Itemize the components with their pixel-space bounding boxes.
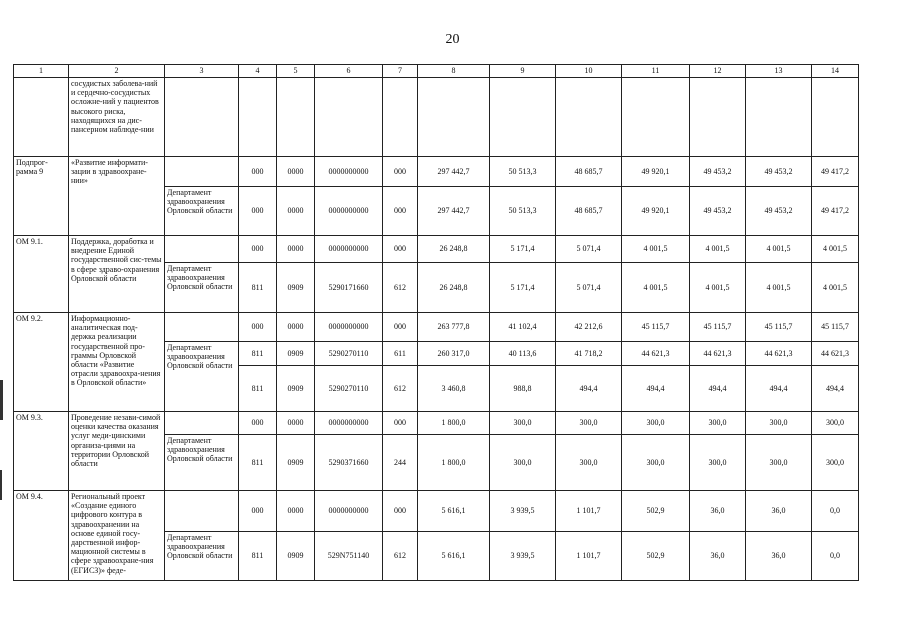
value-cell: 0000 [277, 236, 315, 263]
value-cell: 1 101,7 [556, 532, 622, 581]
value-cell: 49 920,1 [622, 187, 690, 236]
value-cell: 988,8 [490, 366, 556, 412]
column-header: 10 [556, 65, 622, 78]
value-cell: 5 616,1 [418, 491, 490, 532]
value-cell: 0000000000 [315, 157, 383, 187]
value-cell: 48 685,7 [556, 187, 622, 236]
value-cell: 3 460,8 [418, 366, 490, 412]
dept-cell [165, 157, 239, 187]
value-cell: 40 113,6 [490, 342, 556, 366]
value-cell: 4 001,5 [622, 263, 690, 313]
value-cell: 45 115,7 [690, 313, 746, 342]
scan-artifact [0, 470, 2, 500]
value-cell: 36,0 [690, 491, 746, 532]
scan-artifact [0, 380, 3, 420]
value-cell: 48 685,7 [556, 157, 622, 187]
table-row [14, 412, 859, 435]
dept-cell: Департамент здравоохранения Орловской области [165, 435, 239, 491]
value-cell: 297 442,7 [418, 187, 490, 236]
value-cell: 4 001,5 [690, 263, 746, 313]
value-cell: 000 [383, 491, 418, 532]
column-header: 4 [239, 65, 277, 78]
value-cell: 44 621,3 [746, 342, 812, 366]
table-row [14, 78, 859, 157]
name-cell: Региональный проект «Создание единого цифрового контура в здравоохранении на основе единой госу-дарственной инфор-мационной системы в сфере здравоохране-ния (ЕГИСЗ)» феде- [69, 491, 165, 581]
name-cell: «Развитие информати-зации в здравоохране-нии» [69, 157, 165, 236]
value-cell: 5290270110 [315, 342, 383, 366]
value-cell: 5290171660 [315, 263, 383, 313]
value-cell: 3 939,5 [490, 532, 556, 581]
value-cell: 300,0 [746, 412, 812, 435]
dept-cell: Департамент здравоохранения Орловской области [165, 187, 239, 236]
value-cell: 300,0 [690, 412, 746, 435]
value-cell: 000 [239, 412, 277, 435]
value-cell: 494,4 [690, 366, 746, 412]
header-row [14, 65, 859, 78]
value-cell: 36,0 [690, 532, 746, 581]
value-cell: 5 071,4 [556, 236, 622, 263]
value-cell: 000 [383, 236, 418, 263]
value-cell: 0000000000 [315, 491, 383, 532]
value-cell: 000 [239, 236, 277, 263]
value-cell: 0000 [277, 313, 315, 342]
dept-cell: Департамент здравоохранения Орловской области [165, 342, 239, 412]
value-cell: 0909 [277, 263, 315, 313]
value-cell: 49 920,1 [622, 157, 690, 187]
value-cell: 49 453,2 [690, 187, 746, 236]
value-cell: 44 621,3 [622, 342, 690, 366]
value-cell: 5290371660 [315, 435, 383, 491]
value-cell: 300,0 [490, 435, 556, 491]
value-cell: 36,0 [746, 491, 812, 532]
name-cell: Проведение незави-симой оценки качества оказания услуг меди-цинскими организа-циями на территории Орловской области [69, 412, 165, 491]
value-cell: 612 [383, 263, 418, 313]
value-cell: 4 001,5 [746, 263, 812, 313]
value-cell: 26 248,8 [418, 263, 490, 313]
code-cell [14, 78, 69, 157]
column-header: 13 [746, 65, 812, 78]
column-header: 6 [315, 65, 383, 78]
column-header: 8 [418, 65, 490, 78]
value-cell: 0000000000 [315, 236, 383, 263]
value-cell: 5 171,4 [490, 236, 556, 263]
value-cell: 42 212,6 [556, 313, 622, 342]
value-cell: 0000 [277, 491, 315, 532]
value-cell: 5 171,4 [490, 263, 556, 313]
value-cell: 0,0 [812, 491, 859, 532]
code-cell: ОМ 9.1. [14, 236, 69, 313]
value-cell: 244 [383, 435, 418, 491]
value-cell: 49 453,2 [746, 187, 812, 236]
table-row [14, 157, 859, 187]
value-cell: 41 102,4 [490, 313, 556, 342]
column-header: 14 [812, 65, 859, 78]
value-cell: 1 800,0 [418, 412, 490, 435]
value-cell: 000 [383, 412, 418, 435]
column-header: 5 [277, 65, 315, 78]
dept-cell [165, 412, 239, 435]
value-cell: 502,9 [622, 532, 690, 581]
column-header: 7 [383, 65, 418, 78]
value-cell: 4 001,5 [746, 236, 812, 263]
dept-cell [165, 313, 239, 342]
value-cell: 0000000000 [315, 412, 383, 435]
value-cell: 5290270110 [315, 366, 383, 412]
value-cell: 0000000000 [315, 187, 383, 236]
value-cell: 300,0 [490, 412, 556, 435]
name-cell: Информационно-аналитическая под-держка реализации государственной про-граммы Орловской области «Развитие отрасли здравоохра-нения в Орловской области» [69, 313, 165, 412]
dept-cell: Департамент здравоохранения Орловской области [165, 532, 239, 581]
value-cell: 502,9 [622, 491, 690, 532]
table-row [14, 236, 859, 263]
value-cell: 811 [239, 263, 277, 313]
value-cell: 4 001,5 [812, 236, 859, 263]
value-cell: 4 001,5 [690, 236, 746, 263]
value-cell: 000 [383, 157, 418, 187]
value-cell: 0000 [277, 412, 315, 435]
value-cell: 494,4 [622, 366, 690, 412]
value-cell: 41 718,2 [556, 342, 622, 366]
dept-cell [165, 491, 239, 532]
value-cell: 000 [383, 313, 418, 342]
code-cell: ОМ 9.4. [14, 491, 69, 581]
column-header: 3 [165, 65, 239, 78]
value-cell: 50 513,3 [490, 157, 556, 187]
continuation-text: сосудистых заболева-ний и сердечно-сосудистых осложне-ний у пациентов высокого риска, находящихся на дис-пансерном наблюде-нии [69, 78, 165, 157]
value-cell: 0,0 [812, 532, 859, 581]
value-cell: 612 [383, 366, 418, 412]
value-cell: 49 417,2 [812, 157, 859, 187]
value-cell: 811 [239, 342, 277, 366]
value-cell: 50 513,3 [490, 187, 556, 236]
value-cell: 0909 [277, 435, 315, 491]
value-cell: 494,4 [556, 366, 622, 412]
value-cell: 000 [383, 187, 418, 236]
column-header: 1 [14, 65, 69, 78]
value-cell: 0000 [277, 157, 315, 187]
value-cell: 260 317,0 [418, 342, 490, 366]
value-cell: 811 [239, 532, 277, 581]
name-cell: Поддержка, доработка и внедрение Единой государственной сис-темы в сфере здраво-охранения Орловской области [69, 236, 165, 313]
page-number: 20 [445, 32, 460, 47]
value-cell: 26 248,8 [418, 236, 490, 263]
value-cell: 45 115,7 [622, 313, 690, 342]
value-cell: 0909 [277, 342, 315, 366]
value-cell: 4 001,5 [812, 263, 859, 313]
value-cell: 49 453,2 [746, 157, 812, 187]
value-cell: 5 616,1 [418, 532, 490, 581]
value-cell: 1 101,7 [556, 491, 622, 532]
value-cell: 300,0 [746, 435, 812, 491]
value-cell: 45 115,7 [746, 313, 812, 342]
value-cell: 0000000000 [315, 313, 383, 342]
code-cell: Подпрог-рамма 9 [14, 157, 69, 236]
value-cell: 300,0 [812, 435, 859, 491]
value-cell: 000 [239, 187, 277, 236]
column-header: 2 [69, 65, 165, 78]
column-header: 9 [490, 65, 556, 78]
value-cell: 300,0 [812, 412, 859, 435]
table-row [14, 313, 859, 342]
value-cell: 0909 [277, 366, 315, 412]
value-cell: 5 071,4 [556, 263, 622, 313]
value-cell: 44 621,3 [690, 342, 746, 366]
value-cell: 300,0 [556, 412, 622, 435]
value-cell: 000 [239, 491, 277, 532]
value-cell: 4 001,5 [622, 236, 690, 263]
dept-cell: Департамент здравоохранения Орловской области [165, 263, 239, 313]
value-cell: 300,0 [622, 435, 690, 491]
value-cell: 1 800,0 [418, 435, 490, 491]
value-cell: 612 [383, 532, 418, 581]
value-cell: 263 777,8 [418, 313, 490, 342]
value-cell: 494,4 [812, 366, 859, 412]
value-cell: 000 [239, 313, 277, 342]
value-cell: 494,4 [746, 366, 812, 412]
column-header: 12 [690, 65, 746, 78]
value-cell: 529N751140 [315, 532, 383, 581]
value-cell: 49 417,2 [812, 187, 859, 236]
value-cell: 44 621,3 [812, 342, 859, 366]
value-cell: 000 [239, 157, 277, 187]
value-cell: 45 115,7 [812, 313, 859, 342]
value-cell: 611 [383, 342, 418, 366]
code-cell: ОМ 9.3. [14, 412, 69, 491]
dept-cell [165, 236, 239, 263]
value-cell: 811 [239, 435, 277, 491]
code-cell: ОМ 9.2. [14, 313, 69, 412]
value-cell: 36,0 [746, 532, 812, 581]
value-cell: 300,0 [556, 435, 622, 491]
value-cell: 49 453,2 [690, 157, 746, 187]
table-row [14, 491, 859, 532]
value-cell: 811 [239, 366, 277, 412]
value-cell: 300,0 [622, 412, 690, 435]
value-cell: 3 939,5 [490, 491, 556, 532]
value-cell: 297 442,7 [418, 157, 490, 187]
value-cell: 0000 [277, 187, 315, 236]
value-cell: 300,0 [690, 435, 746, 491]
budget-table [13, 64, 859, 581]
column-header: 11 [622, 65, 690, 78]
value-cell: 0909 [277, 532, 315, 581]
